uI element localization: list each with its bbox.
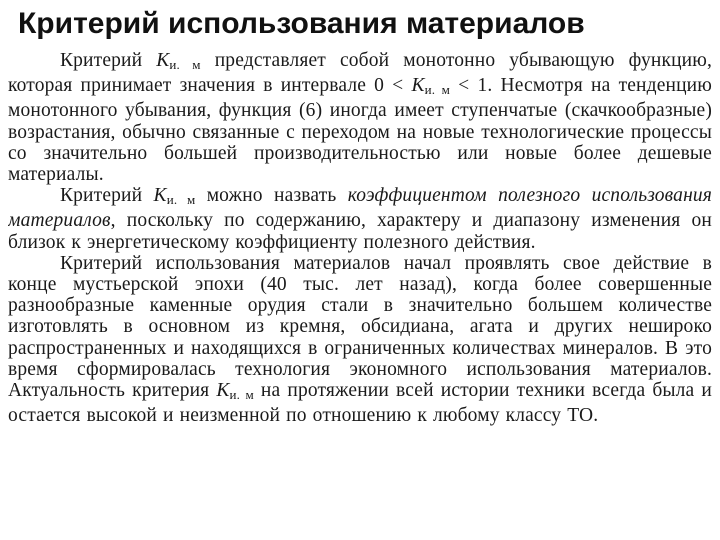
symbol-letter: K [216, 380, 230, 402]
text-run: представляет собой монотонно убывающую функцию, которая принимает значения в интервале 0 < [8, 50, 712, 97]
scanned-text-block [8, 50, 712, 536]
symbol-letter: K [153, 185, 167, 207]
text-run: , поскольку по содержанию, характеру и диапазону изменения он близок к энергетическому коэффициенту полезного действия. [8, 210, 712, 253]
symbol-letter: K [411, 75, 425, 97]
slide-title: Критерий использования материалов [18, 7, 585, 40]
text-run: на протяжении всей истории техники всегда была и остается высокой и неизменной по отношению к любому классу ТО. [8, 380, 712, 427]
paragraph-3 [8, 253, 712, 427]
paragraph-2 [8, 185, 712, 253]
criterion-symbol [411, 75, 450, 96]
symbol-letter: K [156, 50, 170, 71]
text-run: можно назвать [195, 185, 348, 207]
italic-term: коэффициентом полезного использования материалов [8, 185, 712, 232]
criterion-symbol [154, 185, 196, 206]
symbol-subscript: и. м [169, 57, 201, 72]
criterion-symbol [216, 380, 254, 401]
text-run: Критерий [60, 185, 154, 207]
paragraph-1 [8, 50, 712, 185]
symbol-subscript: и. м [229, 387, 254, 403]
text-run: Критерий использования материалов начал проявлять свое действие в конце мустьерской эпохи (40 тыс. лет назад), когда более совершенные разнообразные каменные орудия стали в значительно большем количестве изготовлять в основном из кремня, обсидиана, агата и других нешироко распространенных и находящихся в ограниченных количествах минералов. В это время сформировалась технология экономного использования материалов. Актуальность критерия [8, 252, 712, 402]
criterion-symbol [156, 50, 200, 71]
text-run: < 1. Несмотря на тенденцию монотонного убывания, функция (6) иногда имеет ступенчатые (скачкообразные) возрастания, обычно связанные с переходом на новые технологические процессы со значительно большей производительностью или новые более дешевые материалы. [8, 75, 712, 186]
symbol-subscript: и. м [424, 82, 451, 98]
symbol-subscript: и. м [166, 192, 196, 208]
text-run: Критерий [60, 50, 157, 71]
